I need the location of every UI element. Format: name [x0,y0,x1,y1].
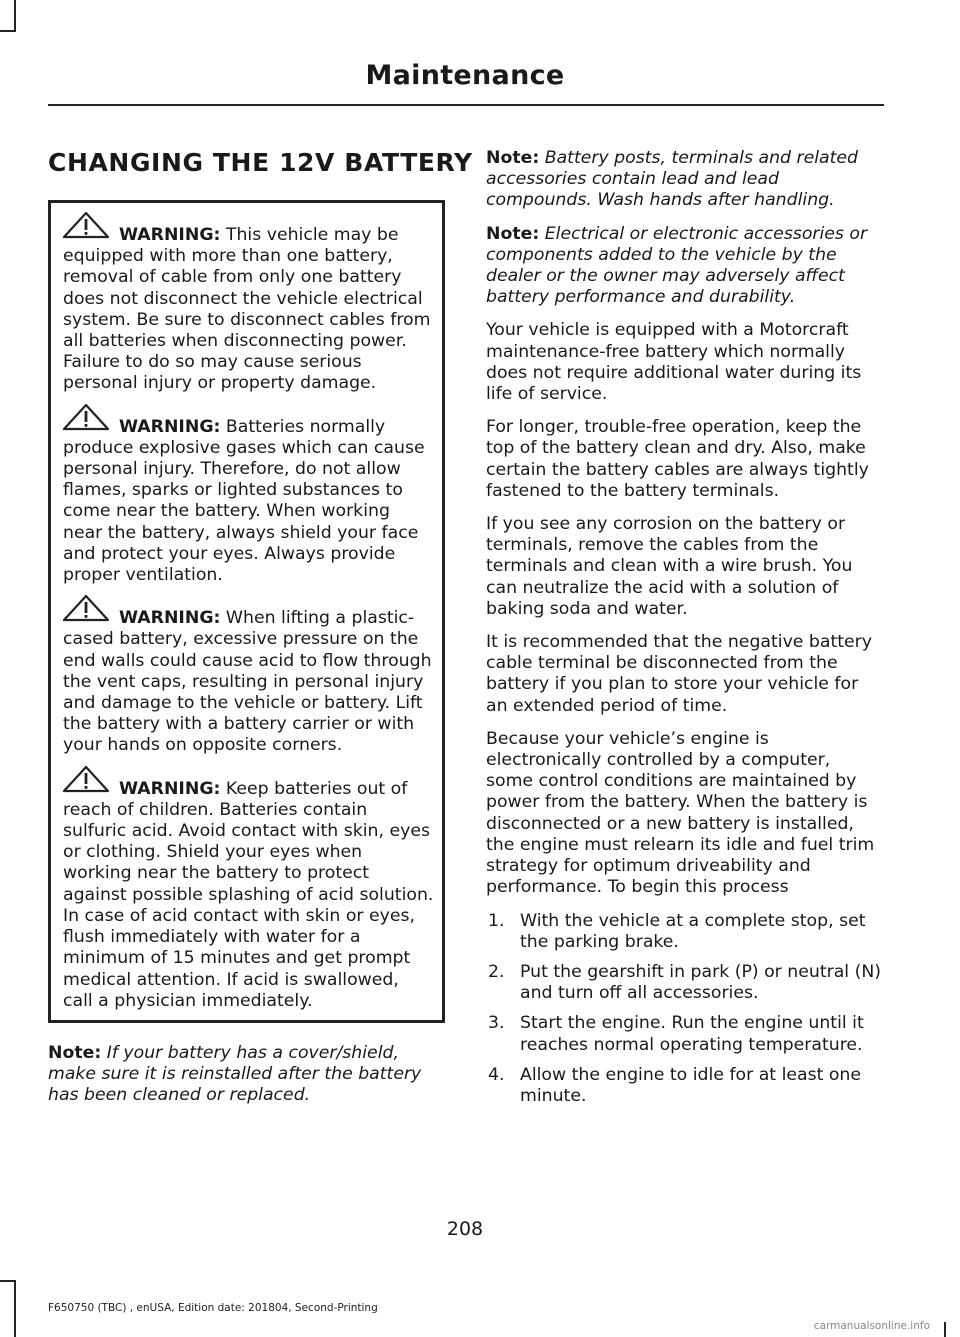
crop-mark-bottom-left-h [0,1280,16,1282]
page-number: 208 [446,1218,484,1240]
body-paragraph: Your vehicle is equipped with a Motorcraft maintenance-free battery which normally does not require additional water during its life of service. [486,320,862,405]
list-item [486,911,882,953]
warning-text: This vehicle may be equipped with more than one battery, removal of cable from only one battery does not disconnect the vehicle electrical system. Be sure to disconnect cables from all batteries when disconnecting power. Failure to do so may cause serious personal injury or property damage. [63,225,431,394]
note-label: Note: [486,148,540,168]
warning-item [63,417,434,587]
note-paragraph [486,148,882,212]
list-item [486,1065,882,1107]
step-text: Start the engine. Run the engine until it reaches normal operating temperature. [520,1013,864,1055]
warning-box [48,200,445,1023]
watermark: carmanualsonline.info [813,1320,930,1332]
body-paragraph: Because your vehicle’s engine is electronically controlled by a computer, some control conditions are maintained by power from the battery. When the battery is disconnected or a new battery is installed, the engine must relearn its idle and fuel trim strategy for optimum driveability and performance. To begin this process [486,728,875,898]
warning-triangle-icon [61,765,111,793]
note-text: If your battery has a cover/shield, make sure it is reinstalled after the battery has been cleaned or replaced. [48,1042,422,1106]
crop-mark-top-left-v [14,0,16,32]
footer-edition-info: F650750 (TBC) , enUSA, Edition date: 201804, Second-Printing [48,1302,378,1314]
warning-text: Keep batteries out of reach of children. Batteries contain sulfuric acid. Avoid contact with skin, eyes or clothing. Shield your eyes when working near the battery to protect against possible splashing of acid solution. In case of acid contact with skin or eyes, flush immediately with water for a minimum of 15 minutes and get prompt medical attention. If acid is swallowed, call a physician immediately. [63,778,434,1011]
note-label: Note: [486,223,540,244]
warning-triangle-icon [61,403,111,431]
body-paragraph: If you see any corrosion on the battery or terminals, remove the cables from the terminals and clean with a wire brush. You can neutralize the acid with a solution of baking soda and water. [486,514,853,619]
warning-label: WARNING: [119,778,221,799]
header-divider [48,104,884,106]
left-column [48,148,473,1119]
note-paragraph [486,224,882,309]
list-item [486,962,882,1004]
steps-list [486,911,882,1108]
step-text: Allow the engine to idle for at least one minute. [520,1064,862,1106]
note-label: Note: [48,1042,102,1063]
crop-mark-bottom-left-v [14,1280,16,1337]
step-text: With the vehicle at a complete stop, set the parking brake. [520,910,866,952]
body-paragraph: For longer, trouble-free operation, keep the top of the battery clean and dry. Also, make certain the battery cables are always tightly fastened to the battery terminals. [486,417,869,501]
note-text: Battery posts, terminals and related accessories contain lead and lead compounds. Wash hands after handling. [486,148,858,211]
warning-label: WARNING: [119,608,221,629]
step-number: 3. [488,1013,505,1034]
crop-mark-top-left-h [0,30,16,32]
warning-item [63,608,434,756]
step-number: 2. [488,961,505,982]
step-number: 4. [488,1064,505,1085]
warning-label: WARNING: [119,416,221,437]
body-paragraph: It is recommended that the negative battery cable terminal be disconnected from the battery if you plan to store your vehicle for an extended period of time. [486,632,873,716]
step-number: 1. [488,910,505,931]
list-item [486,1013,882,1055]
warning-triangle-icon [61,594,111,622]
note-text: Electrical or electronic accessories or components added to the vehicle by the dealer or the owner may adversely affect battery performance and durability. [486,223,868,308]
warning-label: WARNING: [119,225,221,245]
right-column [486,148,882,1116]
note-paragraph [48,1043,445,1107]
warning-text: When lifting a plastic-cased battery, excessive pressure on the end walls could cause acid to flow through the vent caps, resulting in personal injury and damage to the vehicle or battery. Lift the battery with a battery carrier or with your hands on opposite corners. [63,608,432,756]
section-title: CHANGING THE 12V BATTERY [48,148,473,177]
warning-item [63,225,434,395]
step-text: Put the gearshift in park (P) or neutral (N) and turn off all accessories. [520,961,881,1004]
crop-mark-bottom-right-v [944,1322,946,1337]
page-header-title: Maintenance [365,60,565,91]
warning-triangle-icon [61,211,111,239]
warning-item [63,779,434,1012]
warning-text: Batteries normally produce explosive gases which can cause personal injury. Therefore, do not allow flames, sparks or lighted substances to come near the battery. When working near the battery, always shield your face and protect your eyes. Always provide proper ventilation. [63,416,425,586]
